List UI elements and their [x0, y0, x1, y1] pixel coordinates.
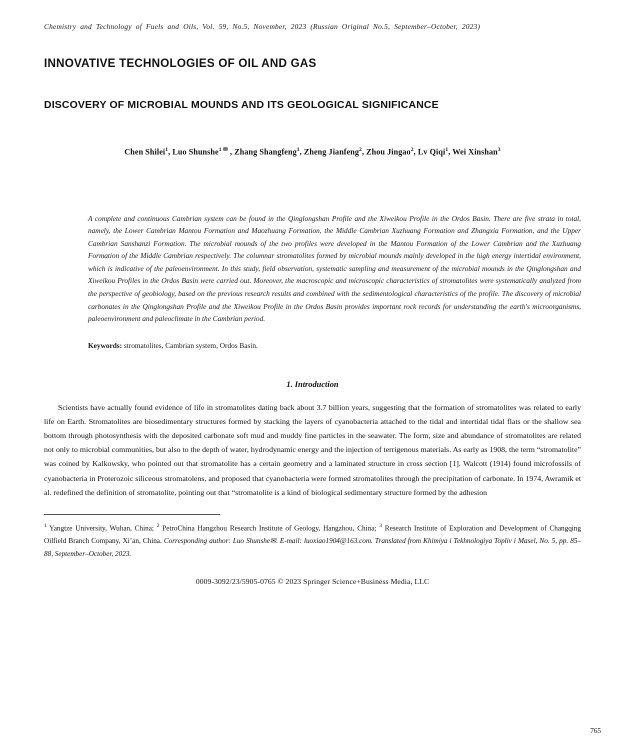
keywords-value: stromatolites, Cambrian system, Ordos Basin.: [123, 340, 258, 350]
page-content: [44, 22, 581, 586]
footnote-divider: [44, 514, 220, 515]
footnote-affiliations: $^1$ Yangtze University, Wuhan, China; $^2$ PetroChina Hangzhou Research Institute of Geology, Hangzhou, China; $^3$ Research Institute of Exploration and Development of Changqing Oilfield Branch Company, Xi’an, China. Corresponding author: Luo Shunshe✉. E-mail: luoxiao1904@163.com. Translated from Khimiya i Tekhnologiya Topliv i Masel, No. 5, pp. 85–88, September–October, 2023.: [44, 522, 581, 558]
copyright-line: 0009-3092/23/5905-0765 © 2023 Springer Science+Business Media, LLC: [195, 576, 430, 586]
abstract-text: A complete and continuous Cambrian system can be found in the Qinglongshan Profile and the Xiweikou Profile in the Ordos Basin. There are five strata in total, namely, the Lower Cambrian Mantou Formation and Maozhuang Formation, the Middle Cambrian Xuzhuang Formation and Zhangxia Formation, and the Upper Cambrian Sanshanzi Formation. The microbial mounds of the two profiles were developed in the Mantou Formation of the Lower Cambrian and the Xuzhuang Formation of the Middle Cambrian respectively. The columnar stromatolites formed by microbial mounds mainly developed in the high energy intertidal environment, which is indicative of the paleoenvironment. In this study, field observation, systematic sampling and measurement of the microbial mounds in the Qinglongshan and Xiweikou Profiles in the Ordos Basin were carried out. Moreover, the macroscopic and microscopic characteristics of stromatolites were systematically analyzed from the perspective of geobiology, based on the previous research results and combined with the sedimentological characteristics of the profile. The discovery of microbial carbonates in the Qinglongshan Profile and the Xiweikou Profile in the Ordos Basin provides important rock records for understanding the earth's microorganisms, paleoenvironment and paleoclimate in the Cambrian period.: [88, 213, 581, 324]
journal-header: Chemistry and Technology of Fuels and Oils, Vol. 59, No.5, November, 2023 (Russian Original No.5, September–October, 2023): [44, 22, 481, 31]
introduction-heading: 1. Introduction: [286, 379, 339, 389]
article-title: DISCOVERY OF MICROBIAL MOUNDS AND ITS GEOLOGICAL SIGNIFICANCE: [44, 100, 439, 111]
section-title: INNOVATIVE TECHNOLOGIES OF OIL AND GAS: [44, 57, 317, 70]
author-list: Chen Shilei$^1$, Luo Shunshe$^{1 ✉}$ , Zhang Shangfeng$^1$, Zheng Jianfeng$^2$, Zhou Jingao$^2$, Lv Qiqi$^1$, Wei Xinshan$^3$: [124, 147, 501, 157]
introduction-paragraph: Scientists have actually found evidence of life in stromatolites dating back about 3.7 billion years, suggesting that the formation of stromatolites was related to early life on Earth. Stromatolites are biosedimentary structures formed by stacking the layers of cyanobacteria attached to the tidal and intertidal tidal flats or the shallow sea bottom through photosynthesis with the deposited carbonate soft mud and muddy fine particles in the seawater. The form, size and abundance of stromatolites are related not only to microbial communities, but also to the depth of water, hydrodynamic energy and the injection of terrigenous materials. As early as 1908, the term “stromatolite” was coined by Kalkowsky, who pointed out that stromatolite has a certain geometry and a laminated structure in cross section [1]. Walcott (1914) found microfossils of cyanobacteria in Proterozoic siliceous stromatolens, and proposed that cyanobacteria were formed stromatolites through the precipitation of carbonate. In 1974, Awramik et al. redefined the definition of stromatolite, pointing out that “stromatolite is a kind of biological sedimentary structure formed by the adhesion: [44, 402, 581, 497]
keywords: [88, 341, 581, 350]
keywords-label: Keywords:: [88, 340, 123, 350]
page-number: 765: [590, 727, 601, 735]
